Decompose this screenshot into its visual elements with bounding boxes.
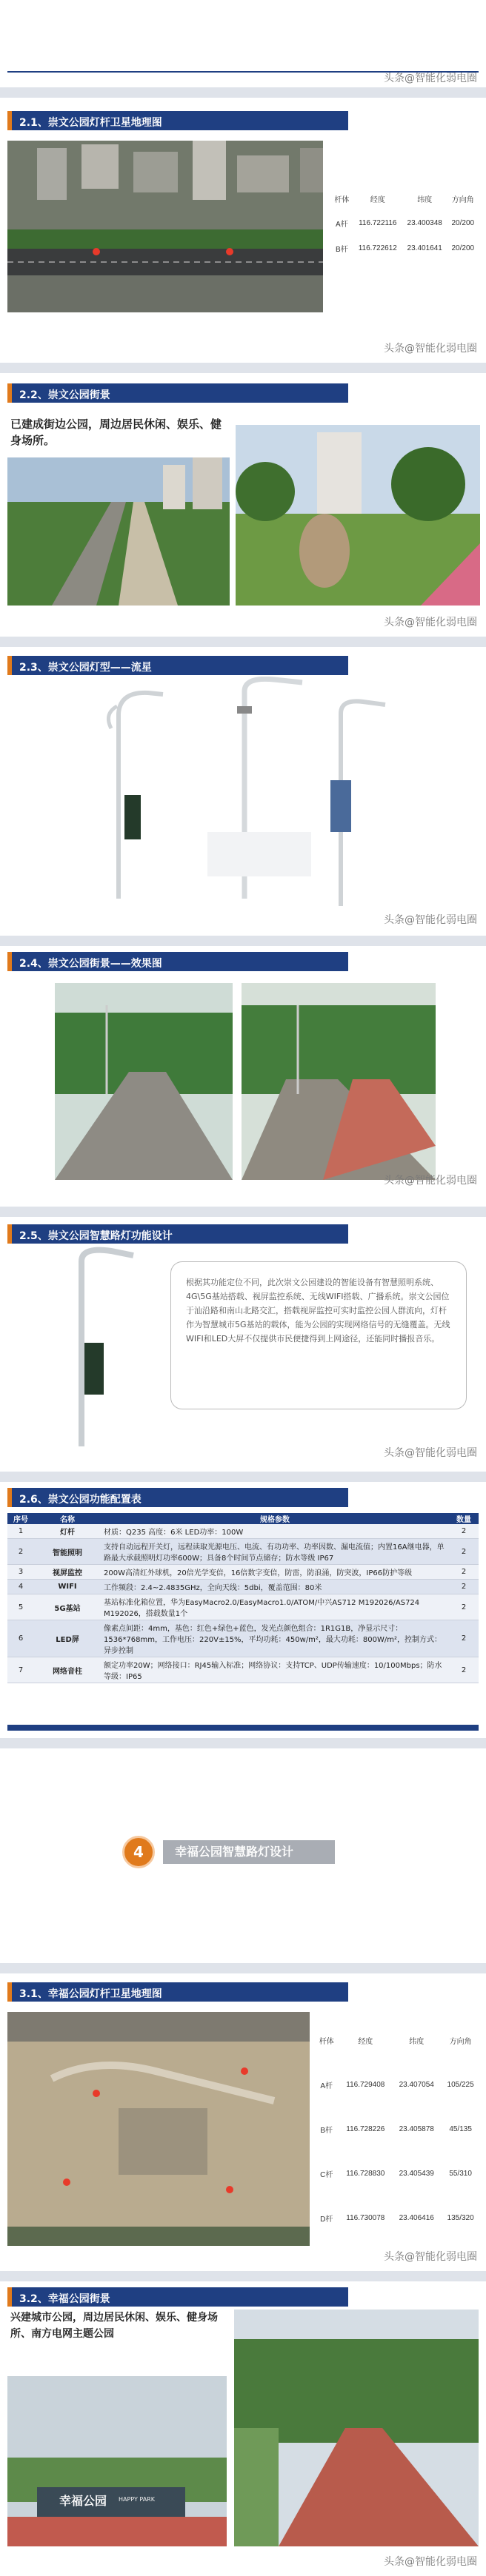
park-photo bbox=[236, 425, 480, 606]
section-title: 2.3、崇文公园灯型——流星 bbox=[19, 662, 152, 674]
function-description: 根据其功能定位不同，此次崇文公园建设的智能设备有智慧照明系统、4G\5G基站搭载、视屏监控系统、无线WIFI搭载、广播系统。崇文公园位于汕沿路和南山北路交汇，搭载视屏监控可实时监控公园人群流向，灯杆作为智慧城市5G基站的载体，能为公园的实现网络信号的无缝覆盖。无线WIFI和LED大屏不仅提供市民便捷得到上网途径，还能同时播报音乐。 bbox=[170, 1261, 467, 1409]
section-title: 3.1、幸福公园灯杆卫星地理图 bbox=[19, 1988, 162, 2000]
separator bbox=[0, 637, 486, 647]
slide-3-1 bbox=[0, 1973, 486, 2271]
section-title: 2.4、崇文公园街景——效果图 bbox=[19, 958, 162, 970]
slide-2-4 bbox=[0, 946, 486, 1207]
watermark: 头条@智能化弱电圈 bbox=[384, 617, 477, 628]
section-header bbox=[7, 952, 348, 971]
table-row: 5 5G基站 基站标准化箱位置，华为EasyMacro2.0/EasyMacro1.0/ATOM/中兴AS712 M192026/AS724 M192026，搭载数量1个 2 bbox=[7, 1594, 479, 1620]
table-row: 7 网络音柱 额定功率20W；网络接口：RJ45输入标准；网络协议：支持TCP、UDP传输速度：10/100Mbps；防水等级：IP65 2 bbox=[7, 1657, 479, 1683]
chapter-title: 幸福公园智慧路灯设计 bbox=[163, 1840, 335, 1864]
lamp-pole bbox=[59, 1247, 163, 1446]
lamp-pole-1 bbox=[81, 684, 170, 899]
park-sign: 幸福公园 bbox=[59, 2494, 107, 2508]
chapter-number: 4 bbox=[122, 1836, 155, 1868]
rendering-photo-2 bbox=[242, 983, 436, 1180]
separator bbox=[0, 1207, 486, 1217]
watermark: 头条@智能化弱电圈 bbox=[384, 2556, 477, 2568]
slide-2-1 bbox=[0, 99, 486, 363]
separator bbox=[0, 87, 486, 98]
section-header bbox=[7, 111, 348, 130]
separator bbox=[0, 1472, 486, 1482]
satellite-map bbox=[7, 141, 323, 312]
rendering-photo-1 bbox=[55, 983, 233, 1180]
separator bbox=[0, 936, 486, 946]
slide-3-2 bbox=[0, 2281, 486, 2576]
slide-2-2 bbox=[0, 373, 486, 637]
slide-2-3 bbox=[0, 647, 486, 936]
satellite-map bbox=[7, 2012, 310, 2246]
table-row: 1 灯杆 材质：Q235 高度：6米 LED功率：100W 2 bbox=[7, 1524, 479, 1539]
park-description: 兴建城市公园，周边居民休闲、娱乐、健身场所、南方电网主题公园 bbox=[10, 2312, 218, 2340]
park-entrance-photo bbox=[7, 2376, 227, 2546]
table-row: 6 LED屏 像素点间距：4mm，基色：红色+绿色+蓝色，发光点颜色组合：1R1G1B，净显示尺寸：1536*768mm，工作电压：220V±15%，平均功耗：450w/m²，最大功耗：800W/m²，控制方式：异步控制 2 bbox=[7, 1620, 479, 1657]
section-title: 2.6、崇文公园功能配置表 bbox=[19, 1494, 142, 1506]
table-row: 2 智能照明 支持自动远程开关灯，远程读取光源电压、电流、有功功率、功率因数、漏电流值；内置16A继电器，单路最大承载照明灯功率600W；具备8个时间节点储存；防水等级 IP67 2 bbox=[7, 1539, 479, 1565]
watermark: 头条@智能化弱电圈 bbox=[384, 2251, 477, 2263]
section-header bbox=[7, 1488, 348, 1507]
park-path-photo bbox=[234, 2310, 479, 2546]
section-title: 2.1、崇文公园灯杆卫星地理图 bbox=[19, 117, 162, 129]
footer-bar bbox=[7, 1725, 479, 1731]
park-description: 已建成街边公园，周边居民休闲、娱乐、健身场所。 bbox=[10, 417, 222, 447]
park-sign-sub: HAPPY PARK bbox=[119, 2496, 155, 2503]
coordinate-table: 杆体 经度 纬度 方向角 A杆 116.722116 23.400348 20/200 B杆 116.722612 23.401641 20/200 bbox=[334, 196, 475, 254]
watermark: 头条@智能化弱电圈 bbox=[384, 73, 477, 84]
watermark: 头条@智能化弱电圈 bbox=[384, 914, 477, 926]
table-row: 4 WIFI 工作频段：2.4~2.4835GHz，全向天线：5dbi，覆盖范围：80米 2 bbox=[7, 1580, 479, 1594]
table-row: 3 视屏监控 200W高清红外球机，20倍光学变倍，16倍数字变倍，防雷，防浪涌，防突波，IP66防护等级 2 bbox=[7, 1565, 479, 1580]
section-title: 3.2、幸福公园街景 bbox=[19, 2293, 110, 2305]
chapter-slide bbox=[0, 1748, 486, 1963]
watermark: 头条@智能化弱电圈 bbox=[384, 343, 477, 355]
lamp-pole-3 bbox=[319, 691, 400, 906]
separator bbox=[0, 1963, 486, 1973]
section-header bbox=[7, 383, 348, 403]
separator bbox=[0, 1738, 486, 1748]
feature-table: 序号 名称 规格参数 数量 1 灯杆 材质：Q235 高度：6米 LED功率：100W 2 2 智能照明 支持自动远程开关灯，远程读取光源电压、电流、有功功率、功率因数、漏电流值；内置16A继电器，单路最大承载照明灯功率600W；具备8个时间节点储存；防水等级 IP67 2 3 视屏监控 200W高清红外球机，20倍光学变倍，16倍数字变倍，防雷，防浪涌，防突波，IP66防护等级 2 4 WIFI 工作频段：2.4~2.4835GHz，全向天线：5dbi，覆盖范围：80米 2 5 5G基站 基站标准化箱位置，华为EasyMacro2.0/EasyMacro1.0/ATOM/中兴AS712 M192026/AS724 M192026，搭载数量1个 2 6 LED屏 像素点间距：4mm，基色：红色+绿色+蓝色，发光点颜色组合：1R1G1B，净显示尺寸：1536*768mm，工作电压：220V±15%，平均功耗：450w/m²，最大功耗：800W/m²，控制方式：异步控制 2 7 网络音柱 额定功率20W；网络接口：RJ45输入标准；网络协议：支持TCP、UDP传输速度：10/100Mbps；防水等级：IP65 2 bbox=[7, 1513, 479, 1683]
slide-2-6 bbox=[0, 1482, 486, 1738]
section-header bbox=[7, 656, 348, 675]
watermark: 头条@智能化弱电圈 bbox=[384, 1175, 477, 1187]
street-photo bbox=[7, 457, 230, 606]
watermark: 头条@智能化弱电圈 bbox=[384, 1447, 477, 1459]
slide-2-5 bbox=[0, 1217, 486, 1472]
section-header bbox=[7, 2287, 348, 2307]
slide-top bbox=[0, 0, 486, 96]
section-title: 2.2、崇文公园街景 bbox=[19, 389, 110, 401]
section-header bbox=[7, 1982, 348, 2002]
coordinate-table: 杆体 经度 纬度 方向角 A杆 116.729408 23.407054 105/225 B杆 116.728226 23.405878 45/135 C杆 116.728830 23.405439 55/310 D杆 116.730078 23.406416 135/320 bbox=[319, 2037, 474, 2224]
separator bbox=[0, 363, 486, 373]
feature-icons bbox=[207, 832, 311, 876]
separator bbox=[0, 2271, 486, 2281]
section-header bbox=[7, 1224, 348, 1244]
section-title: 2.5、崇文公园智慧路灯功能设计 bbox=[19, 1230, 173, 1242]
